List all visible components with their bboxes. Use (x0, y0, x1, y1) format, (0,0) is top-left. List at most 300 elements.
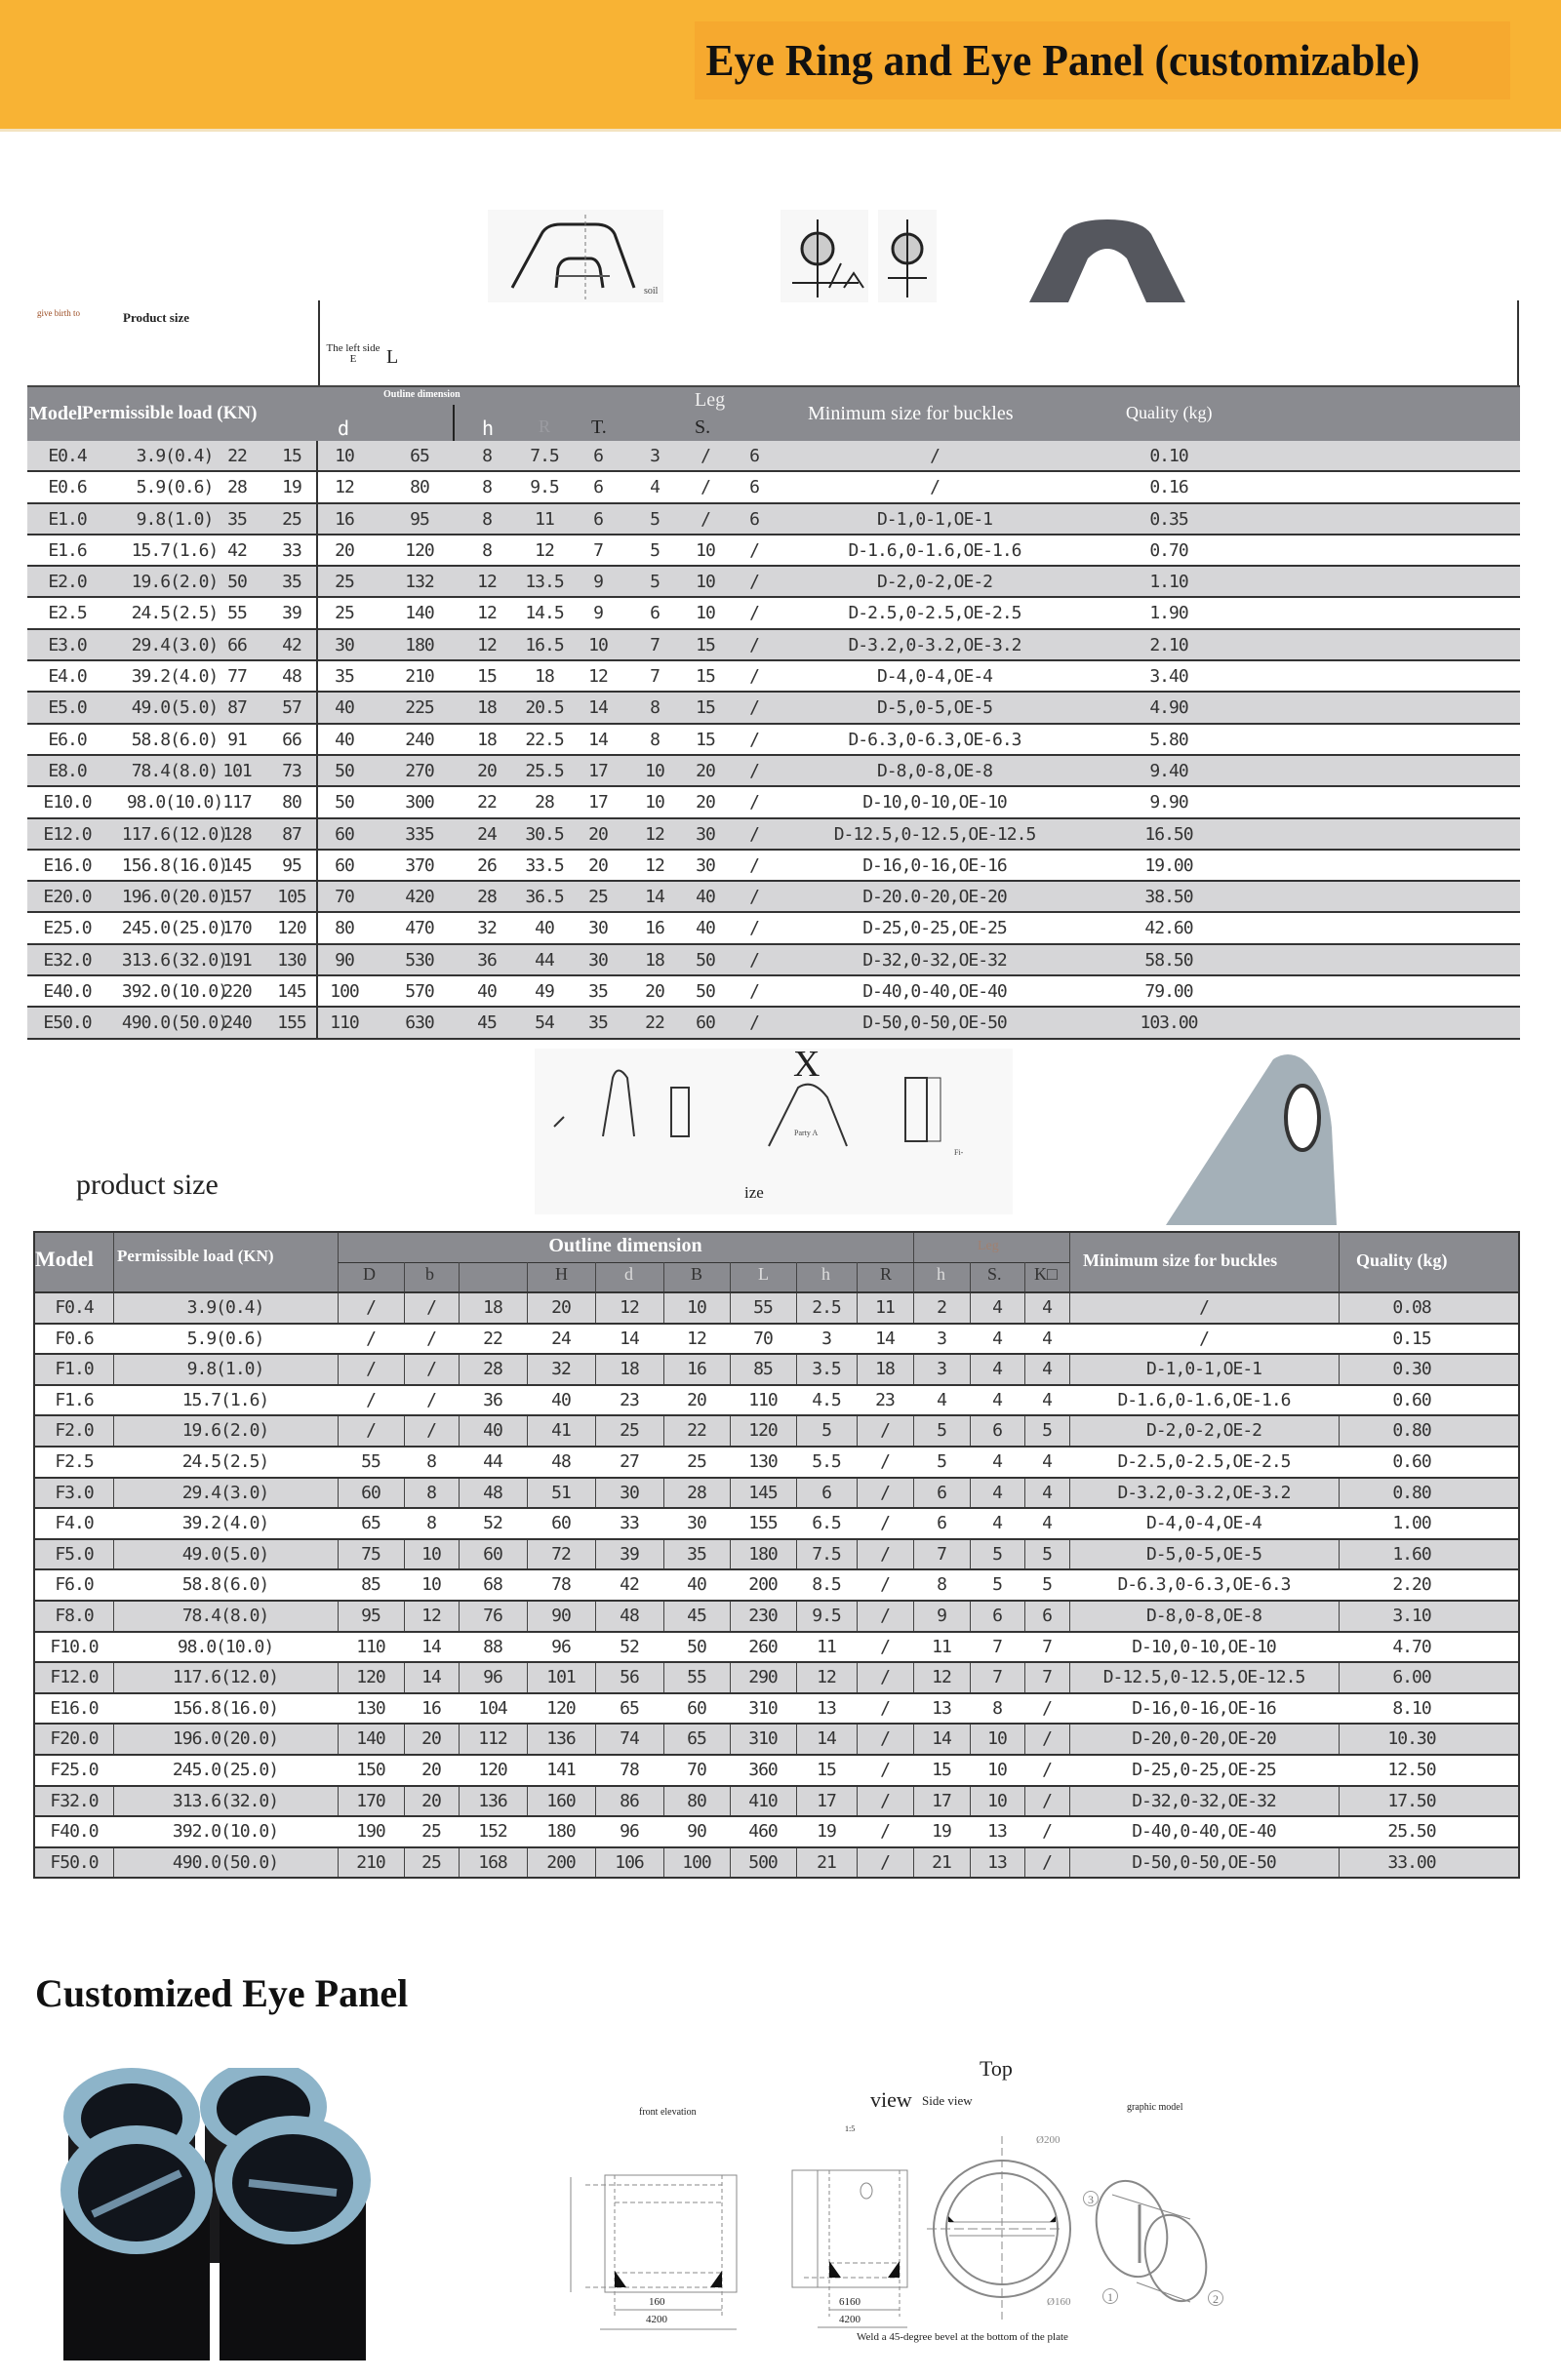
cell-H: 20 (551, 1297, 571, 1318)
eye-ring-outline-icon (488, 210, 663, 302)
cell-R: / (880, 1420, 890, 1442)
cell-K: 7 (1042, 1636, 1052, 1657)
cell-lh: 3 (937, 1359, 946, 1380)
cell-c2: 95 (282, 854, 301, 876)
cell-h: 40 (477, 981, 497, 1003)
cell-c2: 130 (277, 949, 306, 971)
cell-d: 50 (335, 792, 354, 813)
cell-c: 120 (478, 1759, 507, 1780)
header-quality: Quality (kg) (1356, 1250, 1448, 1270)
cell-B: 30 (687, 1513, 706, 1534)
header-leg: Leg (695, 389, 726, 411)
table-row (35, 1846, 1518, 1878)
cell-c3: 3 (650, 446, 660, 466)
table-row (27, 441, 1520, 472)
divider (316, 725, 318, 754)
table-row (35, 1384, 1518, 1415)
cell-L: 370 (405, 854, 434, 876)
cell-c3: 5 (650, 508, 660, 530)
cell-b: 12 (421, 1605, 441, 1626)
cell-load: 24.5(2.5) (181, 1450, 269, 1472)
table-row (35, 1661, 1518, 1692)
cell-d: 52 (620, 1636, 639, 1657)
cell-D: 65 (361, 1513, 380, 1534)
cell-h: 11 (817, 1636, 836, 1657)
cell-c2: 35 (282, 572, 301, 593)
table-row (35, 1631, 1518, 1662)
cell-c1: 66 (227, 634, 247, 655)
table-row (35, 1291, 1518, 1323)
cell-R: / (880, 1513, 890, 1534)
divider (316, 661, 318, 691)
cell-load: 156.8(16.0) (121, 854, 228, 876)
cell-c1: 55 (227, 603, 247, 624)
cell-quality: 1.60 (1392, 1543, 1431, 1565)
table-row (35, 1414, 1518, 1446)
cell-T: 35 (588, 1012, 608, 1034)
cell-lh: 8 (937, 1574, 946, 1596)
cell-buckle: D-2.5,0-2.5,OE-2.5 (1117, 1450, 1291, 1472)
cell-H: 40 (551, 1389, 571, 1410)
cell-lh: 5 (937, 1450, 946, 1472)
cell-D: / (366, 1420, 376, 1442)
cell-lh: 14 (932, 1728, 951, 1750)
cell-S: 10 (987, 1728, 1007, 1750)
cell-d: 12 (335, 477, 354, 498)
cell-d: 42 (620, 1574, 639, 1596)
cell-H: 141 (546, 1759, 576, 1780)
cell-d: 60 (335, 823, 354, 845)
cell-R: / (880, 1482, 890, 1503)
cell-R: 25.5 (525, 760, 564, 781)
cell-S: 10 (987, 1759, 1007, 1780)
divider (316, 441, 318, 470)
cell-d: 16 (335, 508, 354, 530)
divider (316, 851, 318, 880)
table-row (35, 1353, 1518, 1384)
cell-c1: 87 (227, 697, 247, 719)
cell-B: 16 (687, 1359, 706, 1380)
cell-quality: 0.10 (1149, 446, 1188, 466)
header-load: Permissible load (KN) (117, 1247, 274, 1265)
cell-model: E1.6 (48, 539, 87, 561)
cell-lh: 21 (932, 1851, 951, 1873)
cell-S: 15 (696, 666, 715, 688)
cell-h: 20 (477, 760, 497, 781)
table-row (27, 693, 1520, 724)
cell-b: / (426, 1420, 436, 1442)
cell-K: 4 (1042, 1513, 1052, 1534)
cell-T: 9 (593, 572, 603, 593)
cell-H: 32 (551, 1359, 571, 1380)
cell-c2: 66 (282, 729, 301, 750)
cell-L: 300 (405, 792, 434, 813)
cell-K: 4 (1042, 1359, 1052, 1380)
cell-c1: 220 (222, 981, 252, 1003)
cell-D: 60 (361, 1482, 380, 1503)
cell-T: 7 (593, 539, 603, 561)
cell-h: 8 (482, 508, 492, 530)
cell-buckle: D-6.3,0-6.3,OE-6.3 (1117, 1574, 1291, 1596)
cell-quality: 10.30 (1387, 1728, 1436, 1750)
cell-K: / (1042, 1697, 1052, 1719)
cell-L: 260 (748, 1636, 778, 1657)
cell-R: 11 (535, 508, 554, 530)
cell-S: / (700, 446, 710, 466)
header-H: H (555, 1264, 568, 1284)
header-outline: Outline dimension (383, 389, 460, 400)
eye-panel-sketch (535, 1044, 1013, 1214)
cell-model: E3.0 (48, 634, 87, 655)
customized-photo (39, 2068, 420, 2360)
cell-H: 72 (551, 1543, 571, 1565)
divider (316, 536, 318, 565)
cell-buckle: / (1199, 1328, 1209, 1349)
cell-K: / (1042, 1790, 1052, 1811)
cell-T: 10 (588, 634, 608, 655)
cell-buckle: D-40,0-40,OE-40 (862, 981, 1007, 1003)
table-row (35, 1538, 1518, 1569)
cell-d: 30 (335, 634, 354, 655)
cell-d: 27 (620, 1450, 639, 1472)
cell-B: 90 (687, 1821, 706, 1843)
table-row (27, 472, 1520, 503)
cell-R: 18 (875, 1359, 895, 1380)
cell-model: E20.0 (43, 887, 92, 908)
table-row (35, 1754, 1518, 1785)
cell-quality: 8.10 (1392, 1697, 1431, 1719)
party-a-label: Party A (794, 1129, 819, 1137)
eye-panel-table-body (35, 1291, 1518, 1877)
header-h: h (821, 1264, 830, 1284)
cell-load: 98.0(10.0) (177, 1636, 274, 1657)
cell-buckle: D-3.2,0-3.2,OE-3.2 (1117, 1482, 1291, 1503)
cell-c1: 42 (227, 539, 247, 561)
cell-T: 6 (593, 477, 603, 498)
cell-h: 36 (477, 949, 497, 971)
cell-L: 155 (748, 1513, 778, 1534)
cell-c: 96 (483, 1667, 502, 1688)
cell-load: 9.8(1.0) (186, 1359, 264, 1380)
graphic-model-label: graphic model (1127, 2102, 1183, 2113)
cell-buckle: / (930, 477, 940, 498)
cell-c3: 8 (650, 697, 660, 719)
cell-L: 570 (405, 981, 434, 1003)
cell-model: E2.5 (48, 603, 87, 624)
cell-c1: 240 (222, 1012, 252, 1034)
cell-S: 5 (992, 1574, 1002, 1596)
cell-R: 40 (535, 918, 554, 939)
cell-h: 18 (477, 697, 497, 719)
soil-label: soil (644, 286, 659, 297)
cell-c3: 20 (645, 981, 664, 1003)
cell-h: 3.5 (812, 1359, 841, 1380)
eye-ring-sketch-section-b (878, 210, 937, 302)
graphic-model-drawing (1083, 2165, 1229, 2321)
cell-T: 30 (588, 918, 608, 939)
cell-load: 78.4(8.0) (131, 760, 219, 781)
cell-D: 210 (356, 1851, 385, 1873)
cell-D: 120 (356, 1667, 385, 1688)
table-row (27, 787, 1520, 818)
cell-quality: 0.16 (1149, 477, 1188, 498)
cell-c2: 25 (282, 508, 301, 530)
cell-buckle: D-20.0-20,OE-20 (862, 887, 1007, 908)
cell-c3: 14 (645, 887, 664, 908)
left-side-label: The left side E (326, 342, 380, 365)
cell-S: 4 (992, 1482, 1002, 1503)
cell-B: 80 (687, 1790, 706, 1811)
cell-load: 490.0(50.0) (172, 1851, 279, 1873)
header-R: R (539, 416, 551, 436)
cell-buckle: D-40,0-40,OE-40 (1132, 1821, 1276, 1843)
section-b-icon (878, 210, 937, 302)
cell-c2: 80 (282, 792, 301, 813)
table-row (35, 1600, 1518, 1631)
cell-b: 8 (426, 1450, 436, 1472)
cell-buckle: D-1.6,0-1.6,OE-1.6 (848, 539, 1021, 561)
cell-quality: 0.35 (1149, 508, 1188, 530)
cell-quality: 5.80 (1149, 729, 1188, 750)
cell-quality: 9.40 (1149, 760, 1188, 781)
cell-c2: 48 (282, 666, 301, 688)
table-row (27, 567, 1520, 598)
cell-B: 65 (687, 1728, 706, 1750)
cell-R: / (880, 1574, 890, 1596)
cell-S: / (700, 477, 710, 498)
cell-d: 23 (620, 1389, 639, 1410)
table-row (27, 913, 1520, 944)
cell-leg: / (749, 981, 759, 1003)
cell-S: 8 (992, 1697, 1002, 1719)
weld-note: Weld a 45-degree bevel at the bottom of the plate (857, 2331, 1068, 2343)
cell-B: 28 (687, 1482, 706, 1503)
cell-c2: 42 (282, 634, 301, 655)
cell-S: 40 (696, 918, 715, 939)
cell-H: 180 (546, 1821, 576, 1843)
table-row (27, 536, 1520, 567)
cell-B: 50 (687, 1636, 706, 1657)
cell-buckle: D-50,0-50,OE-50 (1132, 1851, 1276, 1873)
table-row (27, 504, 1520, 536)
cell-leg: / (749, 823, 759, 845)
cell-quality: 2.20 (1392, 1574, 1431, 1596)
cell-c: 40 (483, 1420, 502, 1442)
cell-c: 52 (483, 1513, 502, 1534)
cell-K: / (1042, 1821, 1052, 1843)
cell-L: 230 (748, 1605, 778, 1626)
cell-S: 10 (696, 572, 715, 593)
header-leg-h: h (937, 1264, 945, 1284)
cell-H: 160 (546, 1790, 576, 1811)
cell-L: 530 (405, 949, 434, 971)
cell-d: 60 (335, 854, 354, 876)
cell-h: 22 (477, 792, 497, 813)
cell-b: / (426, 1389, 436, 1410)
cell-b: / (426, 1297, 436, 1318)
cell-load: 98.0(10.0) (126, 792, 223, 813)
cell-D: 140 (356, 1728, 385, 1750)
cell-lh: 12 (932, 1667, 951, 1688)
cell-lh: 4 (937, 1389, 946, 1410)
cell-S: 30 (696, 854, 715, 876)
cell-c2: 120 (277, 918, 306, 939)
cell-L: 120 (405, 539, 434, 561)
eye-ring-image-icon (1015, 215, 1200, 302)
cell-model: F50.0 (50, 1851, 99, 1873)
cell-S: 40 (696, 887, 715, 908)
eye-ring-photo (1015, 215, 1200, 302)
cell-L: 630 (405, 1012, 434, 1034)
cell-S: 4 (992, 1359, 1002, 1380)
cell-model: E6.0 (48, 729, 87, 750)
cell-leg: / (749, 854, 759, 876)
cell-quality: 25.50 (1387, 1821, 1436, 1843)
cell-L: 335 (405, 823, 434, 845)
cell-leg: / (749, 792, 759, 813)
cell-b: 14 (421, 1667, 441, 1688)
cell-d: 10 (335, 446, 354, 466)
cell-quality: 19.00 (1144, 854, 1193, 876)
cell-c3: 18 (645, 949, 664, 971)
divider (1517, 300, 1519, 388)
cell-d: 86 (620, 1790, 639, 1811)
cell-D: / (366, 1359, 376, 1380)
cell-L: 130 (748, 1450, 778, 1472)
cell-d: 48 (620, 1605, 639, 1626)
cell-T: 6 (593, 508, 603, 530)
cell-c1: 157 (222, 887, 252, 908)
cell-S: 30 (696, 823, 715, 845)
cell-S: 20 (696, 792, 715, 813)
cell-L: 140 (405, 603, 434, 624)
cell-quality: 58.50 (1144, 949, 1193, 971)
cell-h: 3 (821, 1328, 831, 1349)
cell-c2: 15 (282, 446, 301, 466)
cell-B: 20 (687, 1389, 706, 1410)
cell-quality: 0.80 (1392, 1482, 1431, 1503)
cell-T: 6 (593, 446, 603, 466)
cell-load: 3.9(0.4) (136, 446, 214, 466)
cell-model: E40.0 (43, 981, 92, 1003)
cell-buckle: D-5,0-5,OE-5 (876, 697, 993, 719)
cell-buckle: D-4,0-4,OE-4 (1145, 1513, 1262, 1534)
cell-buckle: D-32,0-32,OE-32 (862, 949, 1007, 971)
cell-H: 78 (551, 1574, 571, 1596)
cell-S: 20 (696, 760, 715, 781)
cell-L: 500 (748, 1851, 778, 1873)
cell-L: 145 (748, 1482, 778, 1503)
cell-c1: 77 (227, 666, 247, 688)
cell-L: 460 (748, 1821, 778, 1843)
cell-R: 11 (875, 1297, 895, 1318)
cell-h: 45 (477, 1012, 497, 1034)
cell-h: 24 (477, 823, 497, 845)
cell-buckle: D-8,0-8,OE-8 (876, 760, 993, 781)
cell-leg: 6 (749, 446, 759, 466)
cell-load: 24.5(2.5) (131, 603, 219, 624)
cell-h: 6.5 (812, 1513, 841, 1534)
cell-quality: 33.00 (1387, 1851, 1436, 1873)
product-size-caption: Product size (123, 310, 189, 325)
cell-S: 4 (992, 1328, 1002, 1349)
header-model: Model (35, 1247, 94, 1271)
cell-c1: 28 (227, 477, 247, 498)
eye-panel-table (33, 1231, 1520, 1879)
cell-S: 13 (987, 1821, 1007, 1843)
cell-lh: 2 (937, 1297, 946, 1318)
x-marker: X (793, 1044, 821, 1085)
table-row (35, 1815, 1518, 1846)
callout-2: 2 (1208, 2290, 1223, 2306)
cell-quality: 9.90 (1149, 792, 1188, 813)
cell-model: F12.0 (50, 1667, 99, 1688)
header-R: R (880, 1264, 893, 1284)
cell-load: 392.0(10.0) (172, 1821, 279, 1843)
cell-c1: 128 (222, 823, 252, 845)
divider (316, 976, 318, 1006)
cell-quality: 6.00 (1392, 1667, 1431, 1688)
cell-buckle: D-25,0-25,OE-25 (1132, 1759, 1276, 1780)
cell-H: 96 (551, 1636, 571, 1657)
cell-D: / (366, 1389, 376, 1410)
cell-model: F1.0 (55, 1359, 94, 1380)
cell-S: / (700, 508, 710, 530)
cell-d: 50 (335, 760, 354, 781)
cell-K: / (1042, 1728, 1052, 1750)
table-row (27, 945, 1520, 976)
cell-c2: 155 (277, 1012, 306, 1034)
cell-h: 5.5 (812, 1450, 841, 1472)
cell-c2: 19 (282, 477, 301, 498)
header-banner (0, 0, 1561, 132)
cell-h: 4.5 (812, 1389, 841, 1410)
cell-leg: / (749, 887, 759, 908)
top-view-drawing-icon (927, 2117, 1073, 2321)
cell-load: 15.7(1.6) (131, 539, 219, 561)
table-row (27, 976, 1520, 1008)
cell-R: 28 (535, 792, 554, 813)
table-row (35, 1507, 1518, 1538)
cell-c3: 12 (645, 823, 664, 845)
cell-buckle: D-25,0-25,OE-25 (862, 918, 1007, 939)
cell-b: / (426, 1359, 436, 1380)
cell-K: 4 (1042, 1450, 1052, 1472)
cell-leg: / (749, 603, 759, 624)
cell-B: 12 (687, 1328, 706, 1349)
cell-h: 14 (817, 1728, 836, 1750)
cell-model: E25.0 (43, 918, 92, 939)
cell-L: 310 (748, 1697, 778, 1719)
cell-S: 15 (696, 634, 715, 655)
cell-d: 18 (620, 1359, 639, 1380)
cell-d: 96 (620, 1821, 639, 1843)
cell-d: 35 (335, 666, 354, 688)
table-row (27, 756, 1520, 787)
cell-K: 5 (1042, 1543, 1052, 1565)
cell-c2: 57 (282, 697, 301, 719)
cell-K: / (1042, 1759, 1052, 1780)
header-d: d (338, 416, 350, 440)
table-row (35, 1323, 1518, 1354)
cell-quality: 4.70 (1392, 1636, 1431, 1657)
cell-model: E10.0 (43, 792, 92, 813)
side-scale-label: 1:5 (845, 2124, 856, 2133)
cell-R: / (880, 1759, 890, 1780)
cell-d: 33 (620, 1513, 639, 1534)
cell-R: / (880, 1851, 890, 1873)
cell-L: 55 (753, 1297, 773, 1318)
